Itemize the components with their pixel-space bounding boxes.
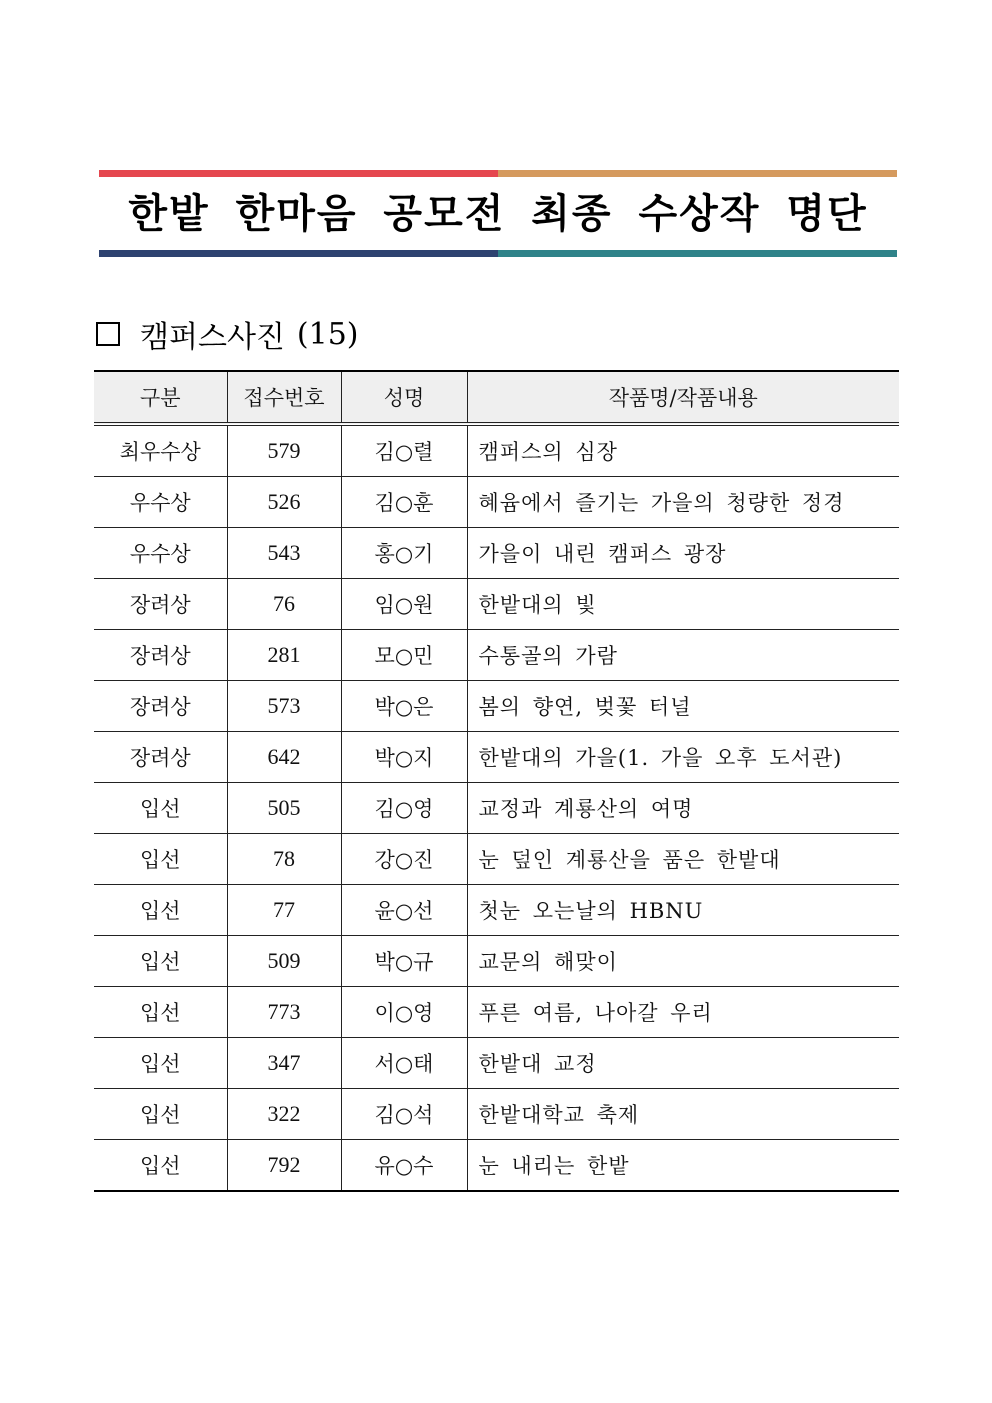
number-cell: 526 bbox=[227, 477, 341, 528]
work-cell: 교문의 해맞이 bbox=[467, 936, 899, 987]
number-cell: 76 bbox=[227, 579, 341, 630]
work-cell: 푸른 여름, 나아갈 우리 bbox=[467, 987, 899, 1038]
name-cell: 서○태 bbox=[341, 1038, 467, 1089]
award-cell: 장려상 bbox=[94, 681, 227, 732]
work-cell: 교정과 계룡산의 여명 bbox=[467, 783, 899, 834]
award-cell: 입선 bbox=[94, 936, 227, 987]
number-cell: 77 bbox=[227, 885, 341, 936]
name-cell: 박○은 bbox=[341, 681, 467, 732]
award-cell: 최우수상 bbox=[94, 424, 227, 477]
name-cell: 유○수 bbox=[341, 1140, 467, 1192]
name-cell: 임○원 bbox=[341, 579, 467, 630]
award-cell: 입선 bbox=[94, 834, 227, 885]
bottom-rule-right bbox=[498, 250, 897, 257]
table-row bbox=[94, 579, 899, 630]
table-row bbox=[94, 1089, 899, 1140]
work-cell: 혜윰에서 즐기는 가을의 청량한 정경 bbox=[467, 477, 899, 528]
award-cell: 장려상 bbox=[94, 630, 227, 681]
name-cell: 박○지 bbox=[341, 732, 467, 783]
work-cell: 수통골의 가람 bbox=[467, 630, 899, 681]
table-row bbox=[94, 987, 899, 1038]
award-cell: 우수상 bbox=[94, 528, 227, 579]
name-cell: 김○석 bbox=[341, 1089, 467, 1140]
number-cell: 509 bbox=[227, 936, 341, 987]
award-cell: 장려상 bbox=[94, 732, 227, 783]
table-row bbox=[94, 732, 899, 783]
empty-checkbox-icon bbox=[96, 322, 120, 346]
number-cell: 573 bbox=[227, 681, 341, 732]
number-cell: 773 bbox=[227, 987, 341, 1038]
number-cell: 505 bbox=[227, 783, 341, 834]
title-top-rule bbox=[99, 170, 897, 177]
table-row bbox=[94, 1038, 899, 1089]
table-row bbox=[94, 424, 899, 477]
work-cell: 첫눈 오는날의 HBNU bbox=[467, 885, 899, 936]
name-cell: 윤○선 bbox=[341, 885, 467, 936]
top-rule-left bbox=[99, 170, 498, 177]
table-row bbox=[94, 834, 899, 885]
table-row bbox=[94, 630, 899, 681]
number-cell: 281 bbox=[227, 630, 341, 681]
page-title: 한밭 한마음 공모전 최종 수상작 명단 bbox=[128, 191, 868, 237]
bottom-rule-left bbox=[99, 250, 498, 257]
work-cell: 캠퍼스의 심장 bbox=[467, 424, 899, 477]
work-cell: 눈 덮인 계룡산을 품은 한밭대 bbox=[467, 834, 899, 885]
work-cell: 한밭대의 가을(1. 가을 오후 도서관) bbox=[467, 732, 899, 783]
number-cell: 543 bbox=[227, 528, 341, 579]
section-title: 캠퍼스사진 bbox=[140, 320, 285, 355]
work-cell: 눈 내리는 한밭 bbox=[467, 1140, 899, 1192]
award-cell: 우수상 bbox=[94, 477, 227, 528]
award-cell: 입선 bbox=[94, 1089, 227, 1140]
award-cell: 입선 bbox=[94, 783, 227, 834]
header-number: 접수번호 bbox=[227, 371, 341, 424]
work-cell: 봄의 향연, 벚꽃 터널 bbox=[467, 681, 899, 732]
name-cell: 강○진 bbox=[341, 834, 467, 885]
section-heading bbox=[96, 312, 359, 356]
award-cell: 장려상 bbox=[94, 579, 227, 630]
number-cell: 78 bbox=[227, 834, 341, 885]
number-cell: 322 bbox=[227, 1089, 341, 1140]
header-name: 성명 bbox=[341, 371, 467, 424]
top-rule-right bbox=[498, 170, 897, 177]
table-row bbox=[94, 1140, 899, 1192]
name-cell: 이○영 bbox=[341, 987, 467, 1038]
table-header-row bbox=[94, 371, 899, 424]
name-cell: 박○규 bbox=[341, 936, 467, 987]
table-row bbox=[94, 477, 899, 528]
work-cell: 한밭대 교정 bbox=[467, 1038, 899, 1089]
number-cell: 792 bbox=[227, 1140, 341, 1192]
table-row bbox=[94, 681, 899, 732]
awards-table bbox=[94, 370, 899, 1192]
name-cell: 김○영 bbox=[341, 783, 467, 834]
table-row bbox=[94, 528, 899, 579]
table-row bbox=[94, 936, 899, 987]
name-cell: 김○렬 bbox=[341, 424, 467, 477]
name-cell: 김○훈 bbox=[341, 477, 467, 528]
work-cell: 한밭대의 빛 bbox=[467, 579, 899, 630]
number-cell: 347 bbox=[227, 1038, 341, 1089]
award-cell: 입선 bbox=[94, 1038, 227, 1089]
award-cell: 입선 bbox=[94, 885, 227, 936]
header-award: 구분 bbox=[94, 371, 227, 424]
award-cell: 입선 bbox=[94, 987, 227, 1038]
name-cell: 홍○기 bbox=[341, 528, 467, 579]
title-banner bbox=[99, 170, 897, 258]
section-count: (15) bbox=[296, 316, 359, 352]
table-row bbox=[94, 885, 899, 936]
table-row bbox=[94, 783, 899, 834]
work-cell: 한밭대학교 축제 bbox=[467, 1089, 899, 1140]
award-cell: 입선 bbox=[94, 1140, 227, 1192]
number-cell: 642 bbox=[227, 732, 341, 783]
header-work: 작품명/작품내용 bbox=[467, 371, 899, 424]
title-bottom-rule bbox=[99, 250, 897, 257]
number-cell: 579 bbox=[227, 424, 341, 477]
work-cell: 가을이 내린 캠퍼스 광장 bbox=[467, 528, 899, 579]
name-cell: 모○민 bbox=[341, 630, 467, 681]
table-body bbox=[94, 424, 899, 1191]
